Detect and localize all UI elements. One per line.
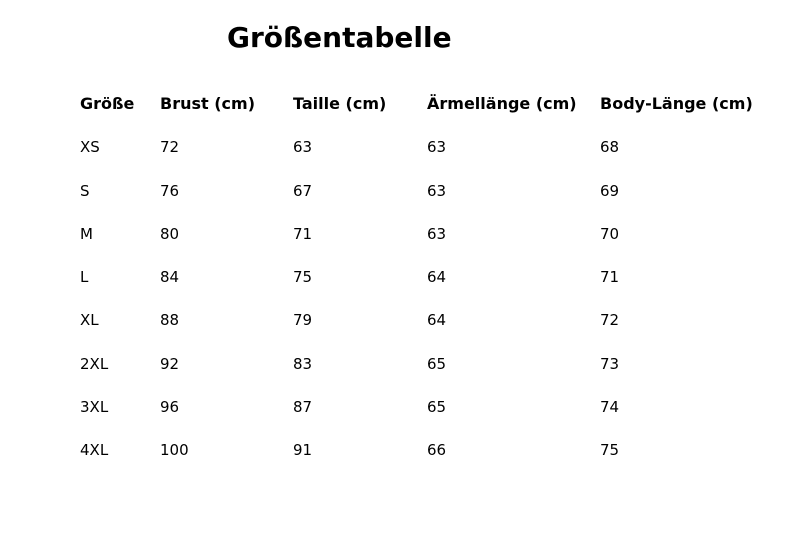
cell-size: 3XL [80, 398, 109, 417]
cell-sleeve-length: 65 [427, 354, 447, 373]
header-chest: Brust (cm) [160, 94, 255, 113]
cell-waist: 67 [293, 181, 313, 200]
cell-sleeve-length: 63 [427, 138, 447, 157]
cell-sleeve-length: 64 [427, 311, 447, 330]
cell-body-length: 72 [600, 311, 620, 330]
cell-size: S [80, 181, 90, 200]
cell-body-length: 71 [600, 268, 620, 287]
cell-sleeve-length: 63 [427, 224, 447, 243]
cell-body-length: 70 [600, 224, 620, 243]
page-title: Größentabelle [227, 21, 452, 54]
cell-size: XS [80, 138, 100, 157]
cell-chest: 80 [160, 224, 180, 243]
header-waist: Taille (cm) [293, 94, 387, 113]
cell-size: 2XL [80, 354, 109, 373]
header-sleeve-length: Ärmellänge (cm) [427, 94, 577, 113]
cell-size: M [80, 224, 93, 243]
cell-size: L [80, 268, 89, 287]
cell-chest: 76 [160, 181, 180, 200]
cell-body-length: 69 [600, 181, 620, 200]
cell-chest: 72 [160, 138, 180, 157]
cell-waist: 79 [293, 311, 313, 330]
cell-body-length: 75 [600, 441, 620, 460]
cell-sleeve-length: 63 [427, 181, 447, 200]
cell-waist: 87 [293, 398, 313, 417]
cell-waist: 83 [293, 354, 313, 373]
cell-body-length: 68 [600, 138, 620, 157]
cell-body-length: 74 [600, 398, 620, 417]
cell-size: 4XL [80, 441, 109, 460]
cell-sleeve-length: 65 [427, 398, 447, 417]
cell-sleeve-length: 66 [427, 441, 447, 460]
cell-waist: 63 [293, 138, 313, 157]
cell-size: XL [80, 311, 99, 330]
cell-waist: 71 [293, 224, 313, 243]
cell-chest: 92 [160, 354, 180, 373]
cell-waist: 75 [293, 268, 313, 287]
cell-chest: 84 [160, 268, 180, 287]
cell-sleeve-length: 64 [427, 268, 447, 287]
header-body-length: Body-Länge (cm) [600, 94, 753, 113]
cell-chest: 96 [160, 398, 180, 417]
cell-chest: 88 [160, 311, 180, 330]
header-size: Größe [80, 94, 135, 113]
cell-body-length: 73 [600, 354, 620, 373]
cell-waist: 91 [293, 441, 313, 460]
cell-chest: 100 [160, 441, 189, 460]
